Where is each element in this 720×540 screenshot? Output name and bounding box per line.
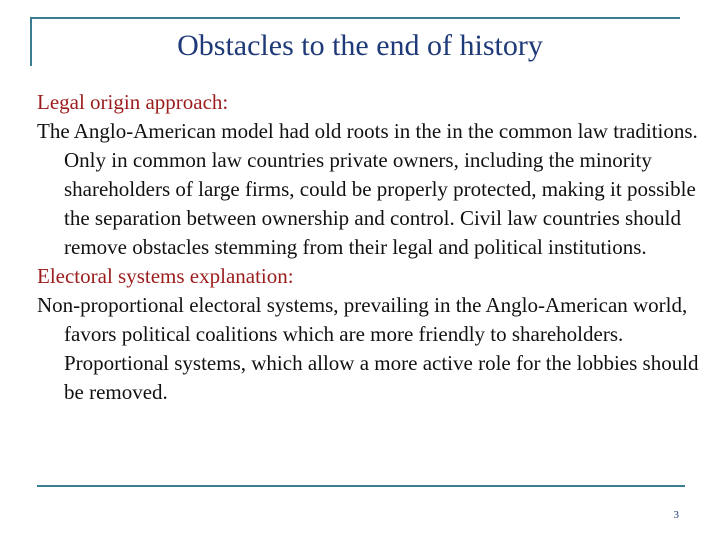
electoral-systems-body: Non-proportional electoral systems, prevailing in the Anglo-American world, favors political coalitions which are more friendly to shareholders. Proportional systems, which allow a more active role for the lobbies should be removed.	[37, 293, 699, 404]
title-frame-left-rule	[30, 17, 32, 66]
slide-content	[37, 88, 705, 407]
page-number: 3	[673, 509, 679, 521]
legal-origin-heading: Legal origin approach:	[37, 90, 229, 114]
slide-title: Obstacles to the end of history	[177, 29, 543, 62]
footer-rule	[37, 485, 685, 487]
legal-origin-body: The Anglo-American model had old roots in the in the common law traditions. Only in common law countries private owners, including the minority shareholders of large firms, could be properly protected, making it possible the separation between ownership and control. Civil law countries should remove obstacles stemming from their legal and political institutions.	[37, 119, 698, 259]
electoral-systems-heading: Electoral systems explanation:	[37, 264, 294, 288]
title-frame-top-rule	[30, 17, 680, 19]
